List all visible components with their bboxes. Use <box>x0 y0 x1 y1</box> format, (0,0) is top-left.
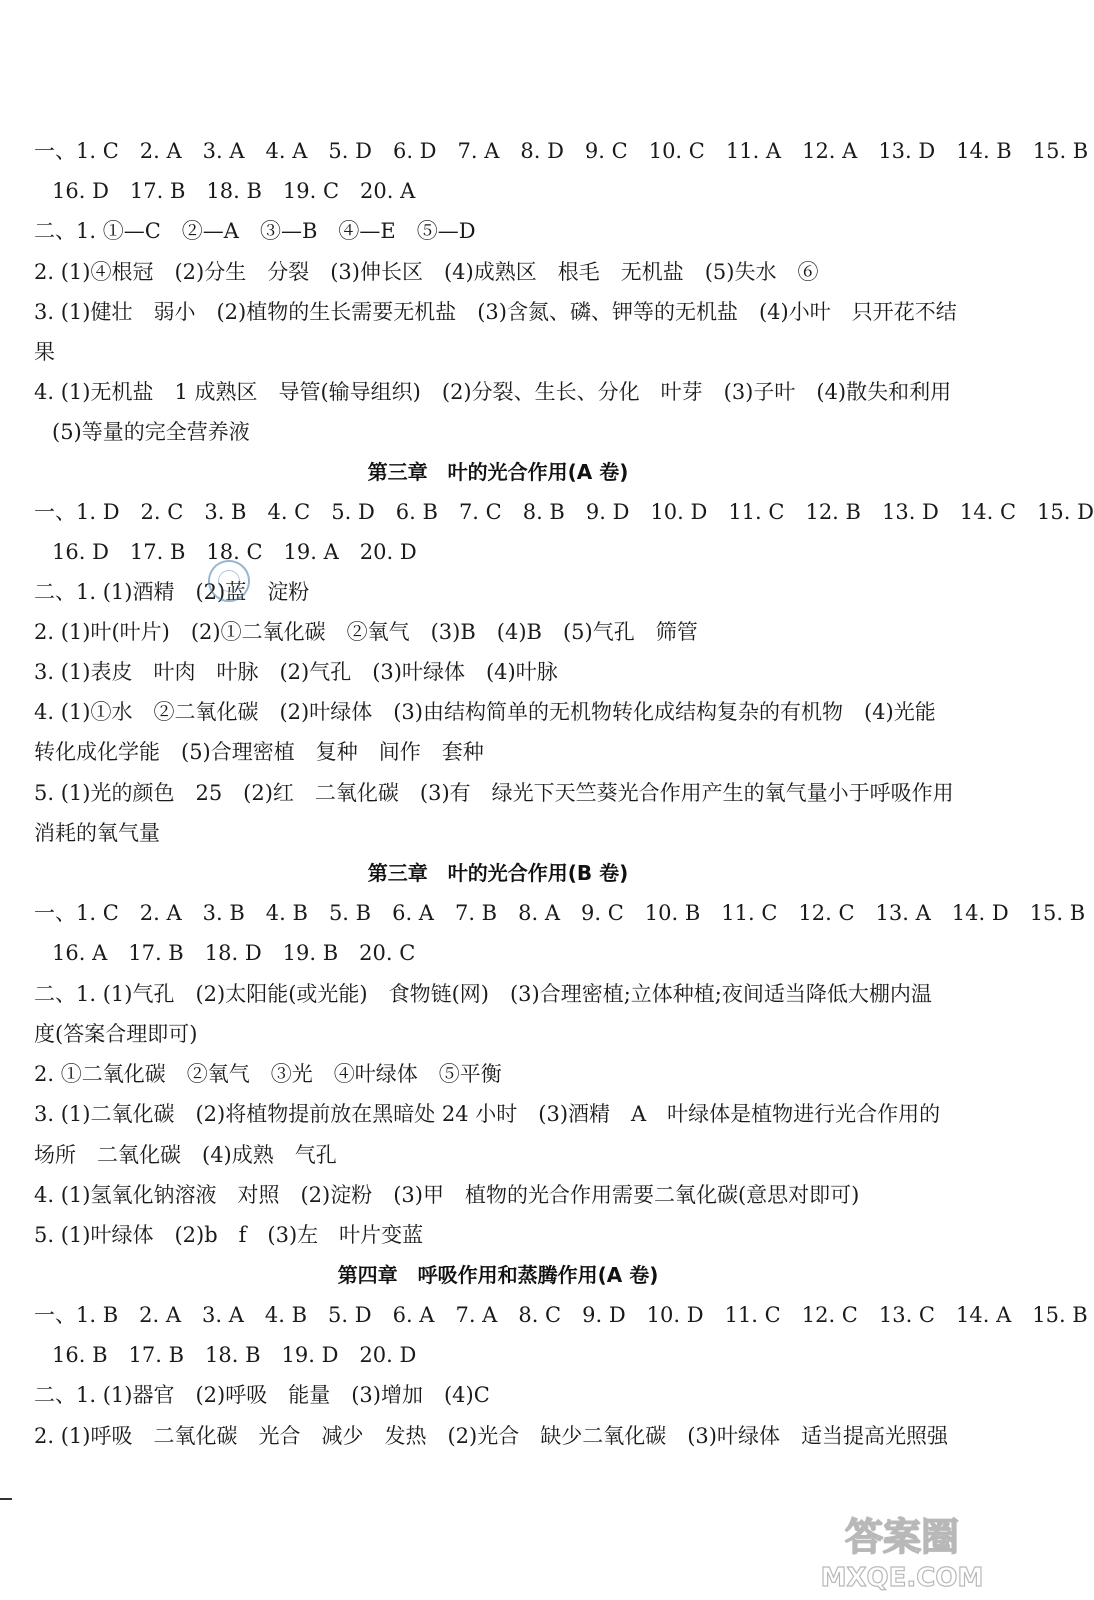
section-heading: 第四章 呼吸作用和蒸腾作用(A 卷) <box>337 1263 659 1287</box>
section-heading: 第三章 叶的光合作用(A 卷) <box>367 460 629 484</box>
text-line: 16. D 17. B 18. C 19. A 20. D <box>52 540 417 564</box>
text-line: (5)等量的完全营养液 <box>52 420 250 444</box>
text-line: 4. (1)①水 ②二氧化碳 (2)叶绿体 (3)由结构简单的无机物转化成结构复杂的有机物 (4)光能 <box>34 700 936 724</box>
text-line: 16. A 17. B 18. D 19. B 20. C <box>52 941 416 965</box>
text-line: 4. (1)无机盐 1 成熟区 导管(输导组织) (2)分裂、生长、分化 叶芽 (3)子叶 (4)散失和利用 <box>34 380 952 404</box>
text-line: 2. (1)呼吸 二氧化碳 光合 减少 发热 (2)光合 缺少二氧化碳 (3)叶绿体 适当提高光照强 <box>34 1424 948 1448</box>
text-line: 4. (1)氢氧化钠溶液 对照 (2)淀粉 (3)甲 植物的光合作用需要二氧化碳(意思对即可) <box>34 1183 860 1207</box>
text-line: 一、1. C 2. A 3. B 4. B 5. B 6. A 7. B 8. A 9. C 10. B 11. C 12. C 13. A 14. D 15. B <box>34 901 1086 925</box>
text-line: 度(答案合理即可) <box>34 1022 198 1046</box>
text-line: 3. (1)健壮 弱小 (2)植物的生长需要无机盐 (3)含氮、磷、钾等的无机盐 (4)小叶 只开花不结 <box>34 300 957 324</box>
text-line: 2. (1)④根冠 (2)分生 分裂 (3)伸长区 (4)成熟区 根毛 无机盐 (5)失水 ⑥ <box>34 260 819 284</box>
watermark-logo-top: 答案圈 <box>844 1515 960 1559</box>
text-line: 二、1. ①—C ②—A ③—B ④—E ⑤—D <box>34 219 476 243</box>
text-line: 一、1. B 2. A 3. A 4. B 5. D 6. A 7. A 8. C 9. D 10. D 11. C 12. C 13. C 14. A 15. B <box>34 1303 1088 1327</box>
text-line: 二、1. (1)气孔 (2)太阳能(或光能) 食物链(网) (3)合理密植;立体种植;夜间适当降低大棚内温 <box>34 982 932 1006</box>
text-line: 场所 二氧化碳 (4)成熟 气孔 <box>34 1143 337 1167</box>
watermark-logo-bottom: MXQE.COM <box>820 1563 984 1593</box>
section-heading: 第三章 叶的光合作用(B 卷) <box>367 861 629 885</box>
watermark-logo <box>816 1506 988 1594</box>
text-line: 2. (1)叶(叶片) (2)①二氧化碳 ②氧气 (3)B (4)B (5)气孔 筛管 <box>34 620 698 644</box>
text-line: 二、1. (1)酒精 (2)蓝 淀粉 <box>34 580 310 604</box>
text-line: 5. (1)叶绿体 (2)b f (3)左 叶片变蓝 <box>34 1223 424 1247</box>
text-line: 5. (1)光的颜色 25 (2)红 二氧化碳 (3)有 绿光下天竺葵光合作用产生的氧气量小于呼吸作用 <box>34 781 954 805</box>
text-line: 消耗的氧气量 <box>34 821 160 845</box>
text-line: 果 <box>34 340 55 364</box>
text-line: 一、1. C 2. A 3. A 4. A 5. D 6. D 7. A 8. D 9. C 10. C 11. A 12. A 13. D 14. B 15. B <box>34 139 1089 163</box>
text-line: 3. (1)二氧化碳 (2)将植物提前放在黑暗处 24 小时 (3)酒精 A 叶绿体是植物进行光合作用的 <box>34 1102 941 1126</box>
text-line: 16. B 17. B 18. B 19. D 20. D <box>52 1343 417 1367</box>
text-line: 一、1. D 2. C 3. B 4. C 5. D 6. B 7. C 8. B 9. D 10. D 11. C 12. B 13. D 14. C 15. D <box>34 500 1094 524</box>
text-line: 2. ①二氧化碳 ②氧气 ③光 ④叶绿体 ⑤平衡 <box>34 1062 502 1086</box>
text-line: 二、1. (1)器官 (2)呼吸 能量 (3)增加 (4)C <box>34 1383 490 1407</box>
text-line: 转化成化学能 (5)合理密植 复种 间作 套种 <box>34 740 484 764</box>
text-line: 16. D 17. B 18. B 19. C 20. A <box>52 179 416 203</box>
text-line: 3. (1)表皮 叶肉 叶脉 (2)气孔 (3)叶绿体 (4)叶脉 <box>34 660 558 684</box>
margin-mark <box>0 1498 12 1500</box>
